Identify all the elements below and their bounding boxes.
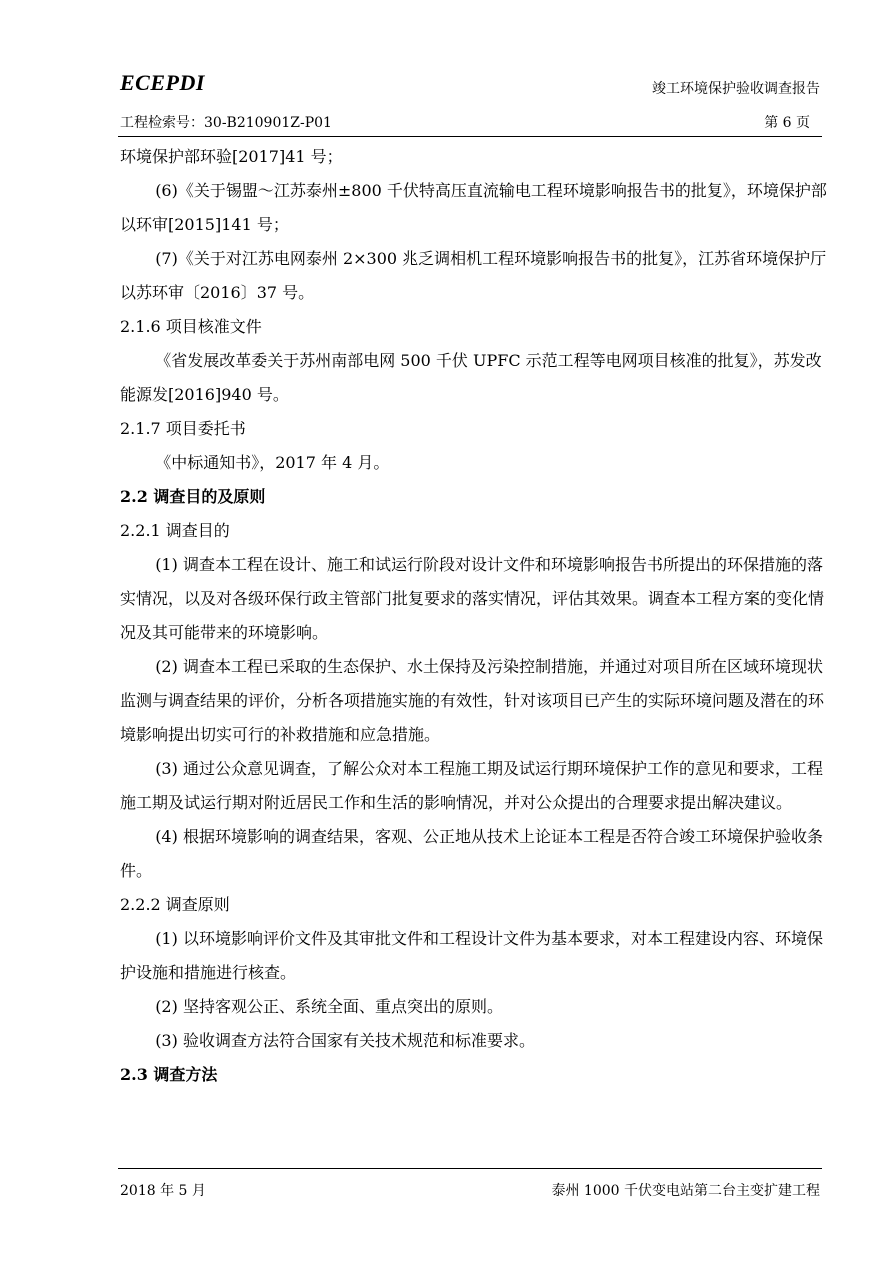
page-number: 第 6 页	[764, 115, 810, 131]
paragraph: (7)《关于对江苏电网泰州 2×300 兆乏调相机工程环境影响报告书的批复》，江苏省环境保护厅以苏环审〔2016〕37 号。	[120, 249, 827, 302]
paragraph: 《省发展改革委关于苏州南部电网 500 千伏 UPFC 示范工程等电网项目核准的批复》，苏发改能源发[2016]940 号。	[120, 351, 822, 404]
section-heading: 2.1.6 项目核准文件	[120, 317, 262, 336]
company-logo: ECEPDI	[120, 70, 205, 95]
document-body	[120, 140, 832, 1092]
paragraph: 《中标通知书》，2017 年 4 月。	[155, 453, 390, 472]
paragraph: (3) 验收调查方法符合国家有关技术规范和标准要求。	[155, 1031, 535, 1050]
paragraph: (1) 调查本工程在设计、施工和试运行阶段对设计文件和环境影响报告书所提出的环保措施的落实情况，以及对各级环保行政主管部门批复要求的落实情况，评估其效果。调查本工程方案的变化情况及其可能带来的环境影响。	[120, 555, 825, 642]
header-meta	[120, 112, 810, 132]
section-heading: 2.1.7 项目委托书	[120, 419, 246, 438]
paragraph: (6)《关于锡盟～江苏泰州±800 千伏特高压直流输电工程环境影响报告书的批复》，环境保护部以环审[2015]141 号；	[120, 181, 827, 234]
footer-project: 泰州 1000 千伏变电站第二台主变扩建工程	[551, 1183, 820, 1199]
section-heading: 2.2.1 调查目的	[120, 521, 230, 540]
doc-number: 工程检索号：30-B210901Z-P01	[120, 115, 332, 131]
footer-date: 2018 年 5 月	[120, 1183, 206, 1199]
header-rule	[118, 136, 822, 137]
paragraph: (3) 通过公众意见调查，了解公众对本工程施工期及试运行期环境保护工作的意见和要求，工程施工期及试运行期对附近居民工作和生活的影响情况，并对公众提出的合理要求提出解决建议。	[120, 759, 823, 812]
section-heading: 2.2.2 调查原则	[120, 895, 230, 914]
section-heading: 2.3 调查方法	[120, 1065, 218, 1084]
paragraph: 环境保护部环验[2017]41 号；	[120, 147, 343, 166]
report-title: 竣工环境保护验收调查报告	[652, 81, 820, 97]
paragraph: (4) 根据环境影响的调查结果，客观、公正地从技术上论证本工程是否符合竣工环境保护验收条件。	[120, 827, 823, 880]
paragraph: (1) 以环境影响评价文件及其审批文件和工程设计文件为基本要求，对本工程建设内容、环境保护设施和措施进行核查。	[120, 929, 823, 982]
paragraph: (2) 调查本工程已采取的生态保护、水土保持及污染控制措施，并通过对项目所在区域环境现状监测与调查结果的评价，分析各项措施实施的有效性，针对该项目已产生的实际环境问题及潜在的环境影响提出切实可行的补救措施和应急措施。	[120, 657, 825, 744]
section-heading: 2.2 调查目的及原则	[120, 487, 266, 506]
footer	[120, 1180, 820, 1200]
paragraph: (2) 坚持客观公正、系统全面、重点突出的原则。	[155, 997, 503, 1016]
footer-rule	[118, 1168, 822, 1169]
